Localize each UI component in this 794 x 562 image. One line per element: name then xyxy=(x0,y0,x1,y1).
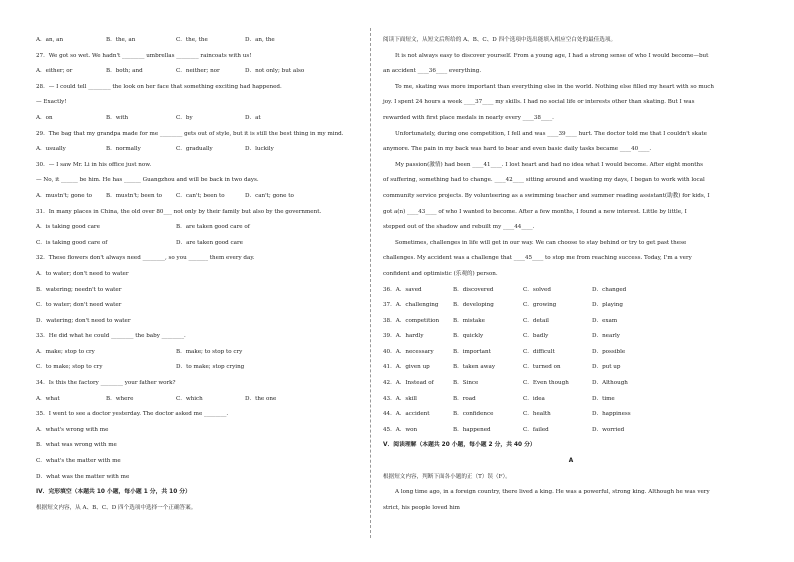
option: B．normally xyxy=(106,146,141,153)
question-31: 31．In many places in China, the old over 80___ not only by their family but also by the government. xyxy=(36,208,322,215)
option: D．worried xyxy=(592,426,625,433)
q31-options-ab xyxy=(36,223,362,232)
option: D．not only; but also xyxy=(245,68,305,75)
passage-line: of suffering, something had to change. ____42____ sitting around and wasting my days, I began to work with local xyxy=(383,177,705,184)
option: A．what's wrong with me xyxy=(36,426,109,433)
cloze-option-row xyxy=(383,332,759,341)
option: B．happened xyxy=(453,426,491,433)
option: C．what's the matter with me xyxy=(36,458,121,465)
option: D．time xyxy=(592,395,615,402)
question-30-reply: — No, it ______ be him. He has ______ Guangzhou and will be back in two days. xyxy=(36,177,259,184)
option: 45．A．won xyxy=(383,426,418,433)
option: C．gradually xyxy=(176,146,213,153)
option: C．difficult xyxy=(523,348,555,355)
option: C．Even though xyxy=(523,380,569,387)
option: C．neither; nor xyxy=(176,68,220,75)
option: D．at xyxy=(245,114,261,121)
column-divider xyxy=(370,28,371,538)
question-29: 29．The bag that my grandpa made for me ________ gets out of style, but it is still the best thing in my mind. xyxy=(36,130,344,137)
section-5-heading: V．阅读理解（本题共 20 小题，每小题 2 分，共 40 分） xyxy=(383,442,536,449)
option: B．road xyxy=(453,395,476,402)
option: D．possible xyxy=(592,348,626,355)
option: B．taken away xyxy=(453,364,495,371)
option: D．the one xyxy=(245,395,277,402)
option: A．usually xyxy=(36,146,66,153)
question-35: 35．I went to see a doctor yesterday. The doctor asked me ________. xyxy=(36,411,229,418)
cloze-option-row xyxy=(383,286,759,295)
question-28: 28．— I could tell ________ the look on her face that something exciting had happened. xyxy=(36,83,282,90)
cloze-option-row xyxy=(383,317,759,326)
option: C．to make; stop to cry xyxy=(36,364,103,371)
q26-options xyxy=(36,36,362,45)
q28-options xyxy=(36,114,362,123)
q33-options-ab xyxy=(36,348,362,357)
cloze-option-row xyxy=(383,410,759,419)
option: B．important xyxy=(453,348,491,355)
option: D．watering; don't need to water xyxy=(36,317,131,324)
q27-options xyxy=(36,67,362,76)
passage-line: A long time ago, in a foreign country, there lived a king. He was a powerful, strong king. Although he was very xyxy=(395,489,710,496)
option: B．where xyxy=(106,395,134,402)
option: B．are taken good care of xyxy=(176,224,250,231)
option: C．the, the xyxy=(176,37,208,43)
option: C．can't; been to xyxy=(176,192,225,199)
option: B．Since xyxy=(453,380,479,387)
option: B．watering; needn't to water xyxy=(36,286,122,293)
option: C．turned on xyxy=(523,364,561,371)
option: B．make; to stop to cry xyxy=(176,348,243,355)
option: 39．A．hardly xyxy=(383,333,424,340)
option: D．changed xyxy=(592,286,627,293)
option: B．quickly xyxy=(453,333,484,340)
passage-line: community service projects. By volunteering as a swimming teacher and summer reading assistant(助教) for kids, I xyxy=(383,192,710,199)
reading-a-instructions: 根据短文内容，判断下面各小题的正（T）误（F）。 xyxy=(383,473,511,480)
cloze-option-row xyxy=(383,301,759,310)
option: 41．A．given up xyxy=(383,364,430,371)
question-28-reply: — Exactly! xyxy=(36,99,67,106)
passage-line: anymore. The pain in my back was hard to bear and even basic daily tasks became ____40____. xyxy=(383,146,652,153)
passage-line: an accident ____36____ everything. xyxy=(383,68,482,75)
option: A．either; or xyxy=(36,68,73,75)
option: D．what was the matter with me xyxy=(36,473,130,480)
passage-line: joy. I spent 24 hours a week ____37____ my skills. I had no social life or interests other than skating. But I was xyxy=(383,99,695,106)
passage-line: got a(n) ____43____ of who I wanted to become. After a few months, I found a new interest. Little by little, I xyxy=(383,208,687,215)
option: B．what was wrong with me xyxy=(36,442,117,449)
option: D．Although xyxy=(592,380,628,387)
option: D．are taken good care xyxy=(176,239,243,246)
passage-line: stepped out of the shadow and rebuilt my ____44____. xyxy=(383,224,535,231)
cloze-options xyxy=(383,286,759,435)
option: D．nearly xyxy=(592,333,620,340)
option: D．put up xyxy=(592,364,621,371)
option: C．detail xyxy=(523,317,549,324)
cloze-option-row xyxy=(383,363,759,372)
option: A．an, an xyxy=(36,37,64,43)
option: B．mustn't; been to xyxy=(106,192,162,199)
option: 40．A．necessary xyxy=(383,348,434,355)
option: B．developing xyxy=(453,302,494,309)
option: 37．A．challenging xyxy=(383,302,439,309)
question-33: 33．He did what he could ________ the baby ________. xyxy=(36,333,186,340)
option: 42．A．Instead of xyxy=(383,380,434,387)
option: B．discovered xyxy=(453,286,494,293)
option: C．is taking good care of xyxy=(36,239,108,246)
right-column xyxy=(383,36,759,519)
cloze-option-row xyxy=(383,379,759,388)
option: C．by xyxy=(176,114,193,121)
passage-line: To me, skating was more important than everything else in the world. Nothing else filled my heart with so much xyxy=(395,83,714,90)
option: B．with xyxy=(106,114,129,121)
passage-line: Unfortunately, during one competition, I fell and was ____39____ hurt. The doctor told me that I couldn't skate xyxy=(395,130,707,137)
option: A．is taking good care xyxy=(36,224,100,231)
option: A．what xyxy=(36,395,60,402)
q31-options-cd xyxy=(36,239,362,248)
option: D．to make; stop crying xyxy=(176,364,245,371)
option: C．which xyxy=(176,395,203,402)
option: D．exam xyxy=(592,317,618,324)
option: 43．A．skill xyxy=(383,395,417,402)
option: D．happiness xyxy=(592,411,631,418)
left-column xyxy=(36,36,362,519)
cloze-instructions: 阅读下面短文，从短文后所给的 A、B、C、D 四个选项中选出能填入相应空白处的最佳选项。 xyxy=(383,37,617,43)
option: C．growing xyxy=(523,302,557,309)
option: D．an, the xyxy=(245,37,275,43)
option: D．luckily xyxy=(245,146,274,153)
cloze-option-row xyxy=(383,348,759,357)
question-30: 30．— I saw Mr. Li in his office just now. xyxy=(36,161,152,168)
section-4-instructions: 根据短文内容，从 A、B、C、D 四个选项中选择一个正确答案。 xyxy=(36,504,197,511)
option: D．can't; gone to xyxy=(245,192,294,199)
option: 38．A．competition xyxy=(383,317,440,324)
option: B．mistake xyxy=(453,317,485,324)
option: A．make; stop to cry xyxy=(36,348,95,355)
option: C．failed xyxy=(523,426,549,433)
option: C．idea xyxy=(523,395,545,402)
q33-options-cd xyxy=(36,363,362,372)
option: A．mustn't; gone to xyxy=(36,192,92,199)
passage-line: Sometimes, challenges in life will get in our way. We can choose to stay behind or try to get past these xyxy=(395,239,687,246)
passage-line: confident and optimistic (乐观的) person. xyxy=(383,270,498,277)
option: D．playing xyxy=(592,302,623,309)
passage-line: It is not always easy to discover yourself. From a young age, I had a strong sense of who I would become—but xyxy=(395,52,709,59)
option: C．solved xyxy=(523,286,551,293)
option: A．to water; don't need to water xyxy=(36,270,129,277)
q30-options xyxy=(36,192,362,201)
option: 36．A．saved xyxy=(383,286,422,293)
part-a-label: A xyxy=(568,458,574,465)
option: B．both; and xyxy=(106,68,143,75)
question-27: 27．We got so wet. We hadn't ________ umbrellas ________ raincoats with us! xyxy=(36,52,252,59)
passage-line: challenges. My accident was a challenge that ____45____ to stop me from reaching success. Today, I'm a very xyxy=(383,255,692,262)
passage-line: rewarded with first place medals in nearly every ____38____. xyxy=(383,114,554,121)
option: 44．A．accident xyxy=(383,411,430,418)
q29-options xyxy=(36,145,362,154)
option: C．to water; don't need water xyxy=(36,302,122,309)
question-34: 34．Is this the factory ________ your father work? xyxy=(36,380,176,387)
cloze-option-row xyxy=(383,426,759,435)
section-4-heading: IV．完形填空（本题共 10 小题，每小题 1 分，共 10 分） xyxy=(36,489,191,496)
q34-options xyxy=(36,395,362,404)
option: C．health xyxy=(523,411,551,418)
option: B．confidence xyxy=(453,411,494,418)
option: A．on xyxy=(36,114,53,121)
passage-line: strict, his people loved him xyxy=(383,504,460,511)
passage-line: My passion(激情) had been ____41____. I lost heart and had no idea what I would become. After eight months xyxy=(395,161,703,168)
option: B．the, an xyxy=(106,37,136,43)
question-32: 32．These flowers don't always need ________, so you _______ them every day. xyxy=(36,255,255,262)
cloze-option-row xyxy=(383,395,759,404)
option: C．badly xyxy=(523,333,549,340)
